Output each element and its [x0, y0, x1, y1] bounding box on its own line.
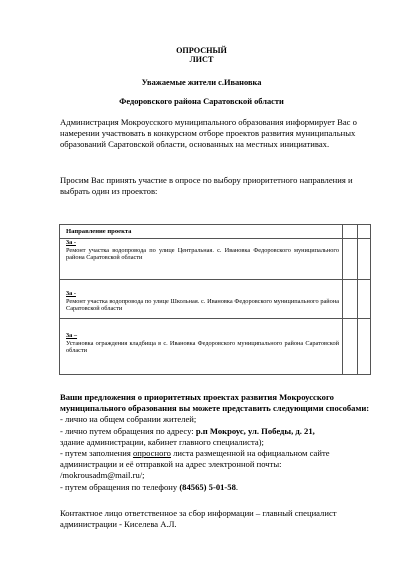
district-line: Федоровского района Саратовской области: [119, 97, 284, 106]
greeting: Уважаемые жители с.Ивановка: [141, 78, 262, 87]
form-prefix: - путем заполнения: [60, 448, 133, 459]
table-row: [66, 332, 339, 355]
address-details: здание администрации, кабинет главного специалиста);: [60, 436, 264, 447]
project-number: 3а –: [66, 332, 78, 339]
table-row: [66, 290, 339, 313]
survey-request: Просим Вас принять участие в опросе по выбору приоритетного направления и выбрать один из проектов:: [60, 175, 353, 197]
project-number: 3а -: [66, 290, 76, 297]
project-description: Ремонт участка водопровода по улице Школьная. с. Ивановка Федоровского муниципального района Саратовской области: [66, 297, 339, 313]
proposal-option-address: [60, 426, 370, 437]
table-row-divider: [60, 318, 370, 319]
table-row-divider: [60, 279, 370, 280]
email-address: /mokrousadm@mail.ru/;: [60, 470, 145, 481]
phone-number: (84565) 5-01-58: [179, 481, 236, 492]
form-word: опросного: [132, 448, 171, 459]
proposal-option-meeting: - лично на общем собрании жителей;: [60, 414, 197, 425]
table-column-divider: [357, 225, 358, 374]
proposals-section: [60, 392, 370, 493]
contact-person: Контактное лицо ответственное за сбор информации – главный специалист администрации - Киселева А.Л.: [60, 508, 337, 530]
project-description: Установка ограждения кладбища в с. Ивановка Федоровского муниципального района Саратовской области: [66, 339, 339, 355]
title-line-1: ОПРОСНЫЙ: [176, 46, 227, 55]
form-suffix: листа размещенной на официальном сайте администрации и её отправкой на адрес электронной почты:: [60, 448, 330, 470]
proposal-option-phone: [60, 482, 370, 493]
table-header: Направление проекта: [66, 228, 132, 235]
proposals-heading: Ваши предложения о приоритетных проектах развития Мокроусского муниципального образования вы можете представить следующими способами:: [60, 392, 370, 414]
phone-prefix: - путем обращения по телефону: [60, 481, 180, 492]
proposal-option-form: [60, 448, 370, 470]
phone-suffix: .: [235, 481, 239, 492]
title-line-2: ЛИСТ: [189, 55, 214, 64]
intro-paragraph: Администрация Мокроусского муниципального образования информирует Вас о намерении участвовать в конкурсном отборе проектов развития муниципальных образований Саратовской области, основанных на местных инициативах.: [60, 117, 357, 150]
project-number: 3а -: [66, 239, 76, 246]
table-column-divider: [342, 225, 343, 374]
address-value: р.п Мокроус, ул. Победы, д. 21,: [195, 425, 315, 436]
project-description: Ремонт участка водопровода по улице Центральная. с. Ивановка Федоровского муниципального района Саратовской области: [66, 246, 339, 262]
table-row: [66, 239, 339, 262]
address-prefix: - лично путем обращения по адресу:: [60, 425, 196, 436]
